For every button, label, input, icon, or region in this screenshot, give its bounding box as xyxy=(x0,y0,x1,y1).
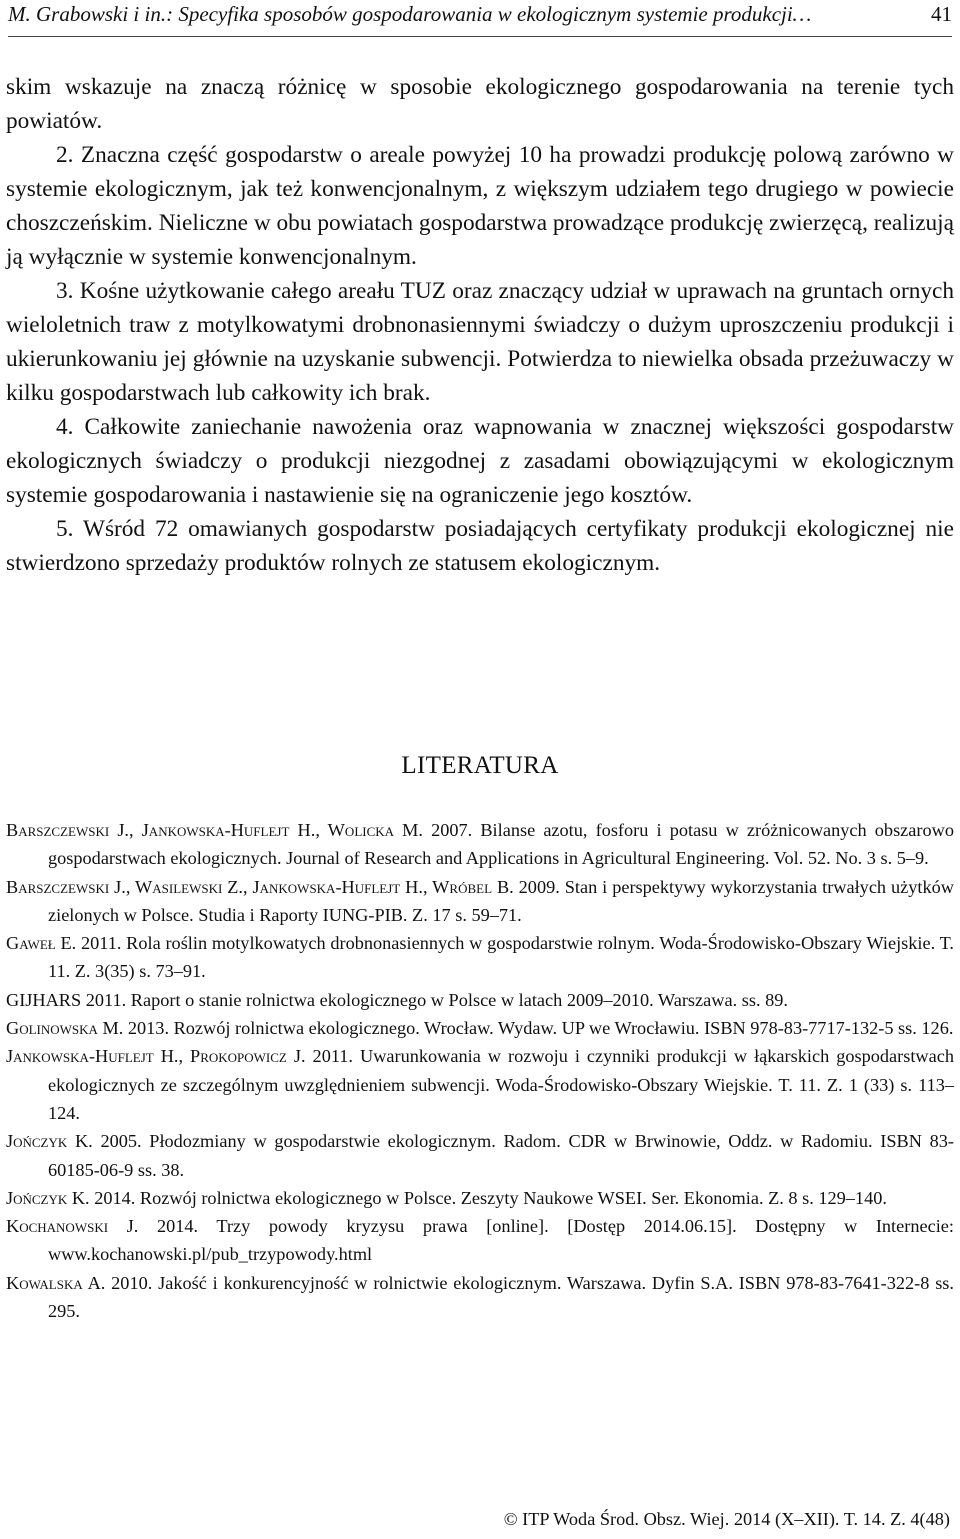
reference-text: 2014. Trzy powody kryzysu prawa [online]. [Dostęp 2014.06.15]. Dostępny w Internecie: www.kochanowski.pl/pub_trzypowody.html xyxy=(48,1216,954,1265)
reference-authors: Kowalska A. xyxy=(6,1272,106,1293)
reference-authors: Jończyk K. xyxy=(6,1187,90,1208)
reference-item xyxy=(6,929,954,986)
reference-item xyxy=(6,1184,954,1212)
paragraph-conclusion-3: 3. Kośne użytkowanie całego areału TUZ oraz znaczący udział w uprawach na gruntach ornych wieloletnich traw z motylkowatymi drobnonasiennymi świadczy o dużym uproszczeniu produkcji i ukierunkowaniu jej głównie na uzyskanie subwencji. Potwierdza to niewielka obsada przeżuwaczy w kilku gospodarstwach lub całkowity ich brak. xyxy=(6,278,954,406)
reference-item xyxy=(6,1042,954,1127)
running-title: M. Grabowski i in.: Specyfika sposobów gospodarowania w ekologicznym systemie produkcji… xyxy=(8,2,812,26)
paragraph-conclusion-2: 2. Znaczna część gospodarstw o areale powyżej 10 ha prowadzi produkcję polową zarówno w systemie ekologicznym, jak też konwencjonalnym, z większym udziałem tego drugiego w powiecie choszczeńskim. Nieliczne w obu powiatach gospodarstwa prowadzące produkcję zwierzęcą, realizują ją wyłącznie w systemie konwencjonalnym. xyxy=(6,142,954,270)
paragraph-conclusion-4: 4. Całkowite zaniechanie nawożenia oraz wapnowania w znacznej większości gospodarstw ekologicznych świadczy o produkcji niezgodnej z zasadami obowiązującymi w ekologicznym systemie gospodarowania i nastawienie się na ograniczenie jego kosztów. xyxy=(6,414,954,508)
reference-authors: Jankowska-Huflejt H., Prokopowicz J. xyxy=(6,1046,306,1067)
reference-text: 2014. Rozwój rolnictwa ekologicznego w Polsce. Zeszyty Naukowe WSEI. Ser. Ekonomia. Z. 8 s. 129–140. xyxy=(89,1187,887,1208)
reference-authors: Gaweł E. xyxy=(6,933,77,954)
reference-item xyxy=(6,816,954,873)
reference-authors: Barszczewski J., Jankowska-Huflejt H., Wolicka M. xyxy=(6,820,423,840)
paragraph-continuation: skim wskazuje na znaczą różnicę w sposobie ekologicznego gospodarowania na terenie tych powiatów. xyxy=(6,74,954,134)
reference-item xyxy=(6,1014,954,1042)
literature-heading: LITERATURA xyxy=(401,752,559,779)
reference-item xyxy=(6,873,954,930)
reference-text: 2009. Stan i perspektywy wykorzystania trwałych użytków zielonych w Polsce. Studia i Raporty IUNG-PIB. Z. 17 s. 59–71. xyxy=(48,876,954,925)
conclusions-text xyxy=(6,70,954,580)
running-header xyxy=(8,0,952,37)
reference-authors: Golinowska M. xyxy=(6,1018,124,1039)
reference-item xyxy=(6,1212,954,1269)
reference-text: 2011. Rola roślin motylkowatych drobnonasiennych w gospodarstwie rolnym. Woda-Środowisko-Obszary Wiejskie. T. 11. Z. 3(35) s. 73–91. xyxy=(48,933,954,982)
reference-text: 2005. Płodozmiany w gospodarstwie ekologicznym. Radom. CDR w Brwinowie, Oddz. w Radomiu. ISBN 83-60185-06-9 ss. 38. xyxy=(48,1131,954,1180)
reference-list xyxy=(6,816,954,1325)
reference-item xyxy=(6,1127,954,1184)
reference-text: GIJHARS 2011. Raport o stanie rolnictwa ekologicznego w Polsce w latach 2009–2010. Warszawa. ss. 89. xyxy=(6,989,788,1010)
paragraph-conclusion-5: 5. Wśród 72 omawianych gospodarstw posiadających certyfikaty produkcji ekologicznej nie stwierdzono sprzedaży produktów rolnych ze statusem ekologicznym. xyxy=(6,516,954,576)
reference-text: 2013. Rozwój rolnictwa ekologicznego. Wrocław. Wydaw. UP we Wrocławiu. ISBN 978-83-7717-132-5 ss. 126. xyxy=(123,1018,954,1039)
journal-footer: © ITP Woda Środ. Obsz. Wiej. 2014 (X–XII). T. 14. Z. 4(48) xyxy=(503,1509,950,1529)
page-number: 41 xyxy=(931,2,952,26)
reference-text: 2010. Jakość i konkurencyjność w rolnictwie ekologicznym. Warszawa. Dyfin S.A. ISBN 978-83-7641-322-8 ss. 295. xyxy=(48,1272,954,1322)
reference-text: 2007. Bilanse azotu, fosforu i potasu w zróżnicowanych obszarowo gospodarstwach ekologicznych. Journal of Research and Applications in Agricultural Engineering. Vol. 52. No. 3 s. 5–9. xyxy=(48,820,954,869)
reference-item xyxy=(6,986,954,1014)
reference-text: 2011. Uwarunkowania w rozwoju i czynniki produkcji w łąkarskich gospodarstwach ekologicznych ze szczególnym uwzględnieniem subwencji. Woda-Środowisko-Obszary Wiejskie. T. 11. Z. 1 (33) s. 113–124. xyxy=(48,1046,954,1123)
reference-item xyxy=(6,1269,954,1326)
reference-authors: Kochanowski J. xyxy=(6,1216,139,1237)
reference-authors: Jończyk K. xyxy=(6,1131,93,1152)
reference-authors: Barszczewski J., Wasilewski Z., Jankowska-Huflejt H., Wróbel B. xyxy=(6,876,514,897)
